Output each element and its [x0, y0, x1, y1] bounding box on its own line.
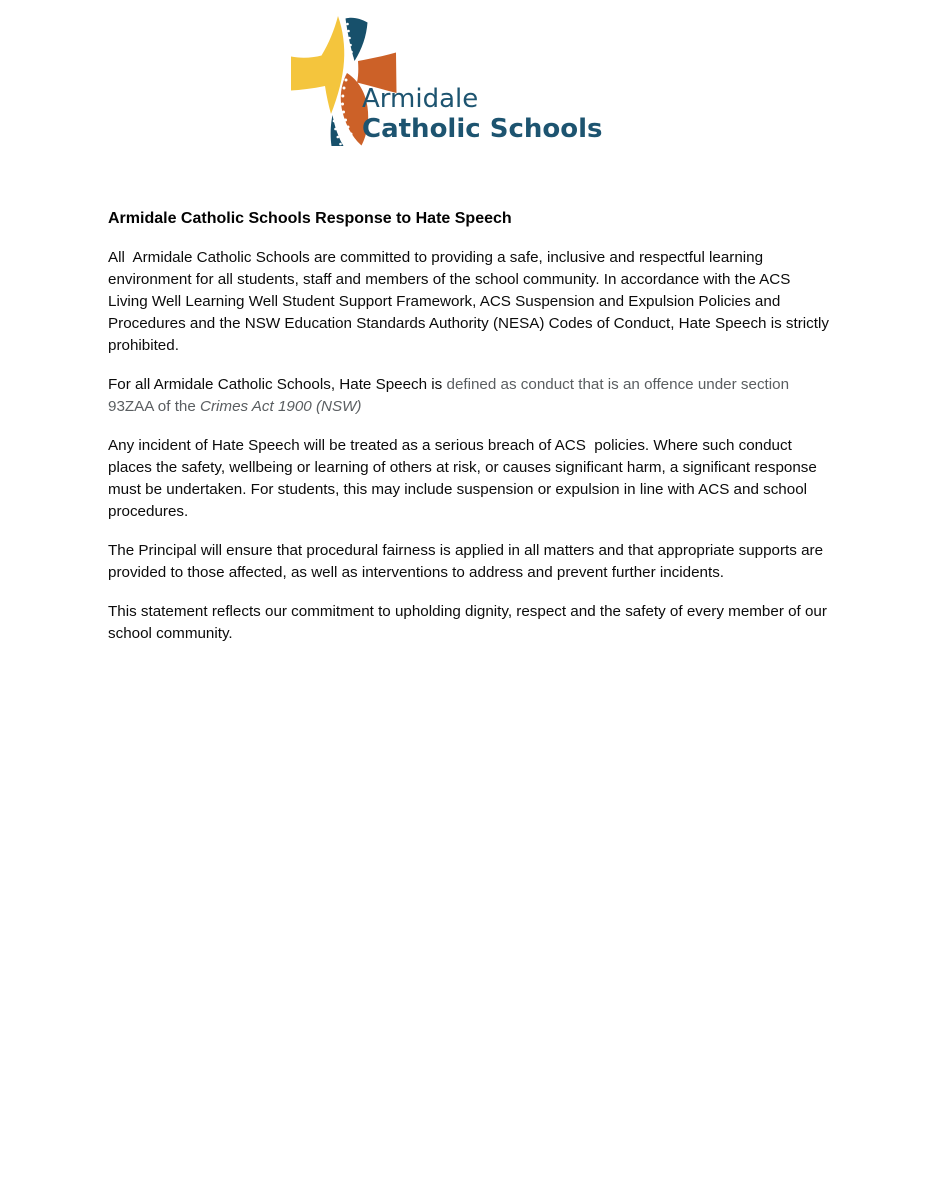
paragraph	[108, 435, 833, 523]
logo-wordmark-line1: Armidale	[362, 84, 479, 114]
text-segment: The Principal will ensure that procedural fairness is applied in all matters and that appropriate supports are provided to those affected, as well as interventions to address and prevent further incidents.	[108, 542, 828, 581]
paragraph	[108, 374, 833, 418]
document-body	[108, 208, 833, 645]
acs-logo	[0, 0, 927, 146]
paragraph	[108, 601, 833, 645]
paragraph	[108, 247, 833, 357]
text-segment: Any incident of Hate Speech will be treated as a serious breach of ACS policies. Where such conduct places the safety, wellbeing or learning of others at risk, or causes significant harm, a significant response must be undertaken. For students, this may include suspension or expulsion in line with ACS and school procedures.	[108, 437, 822, 520]
logo-wordmark-line2: Catholic Schools	[362, 114, 603, 144]
paragraph-container	[108, 247, 833, 645]
text-segment: All Armidale Catholic Schools are committed to providing a safe, inclusive and respectful learning environment for all students, staff and members of the school community. In accordance with the ACS Living Well Learning Well Student Support Framework, ACS Suspension and Expulsion Policies and Procedures and the NSW Education Standards Authority (NESA) Codes of Conduct, Hate Speech is strictly prohibited.	[108, 249, 834, 354]
text-segment: For all Armidale Catholic Schools, Hate Speech is	[108, 376, 447, 393]
text-segment: Crimes Act 1900 (NSW)	[200, 398, 362, 415]
text-segment: This statement reflects our commitment to upholding dignity, respect and the safety of every member of our school community.	[108, 603, 832, 642]
paragraph	[108, 540, 833, 584]
text-segment: defined as conduct that is an offence under section 93ZAA of the	[108, 376, 794, 415]
logo-wordmark	[362, 84, 602, 144]
document-heading: Armidale Catholic Schools Response to Hate Speech	[108, 210, 512, 227]
